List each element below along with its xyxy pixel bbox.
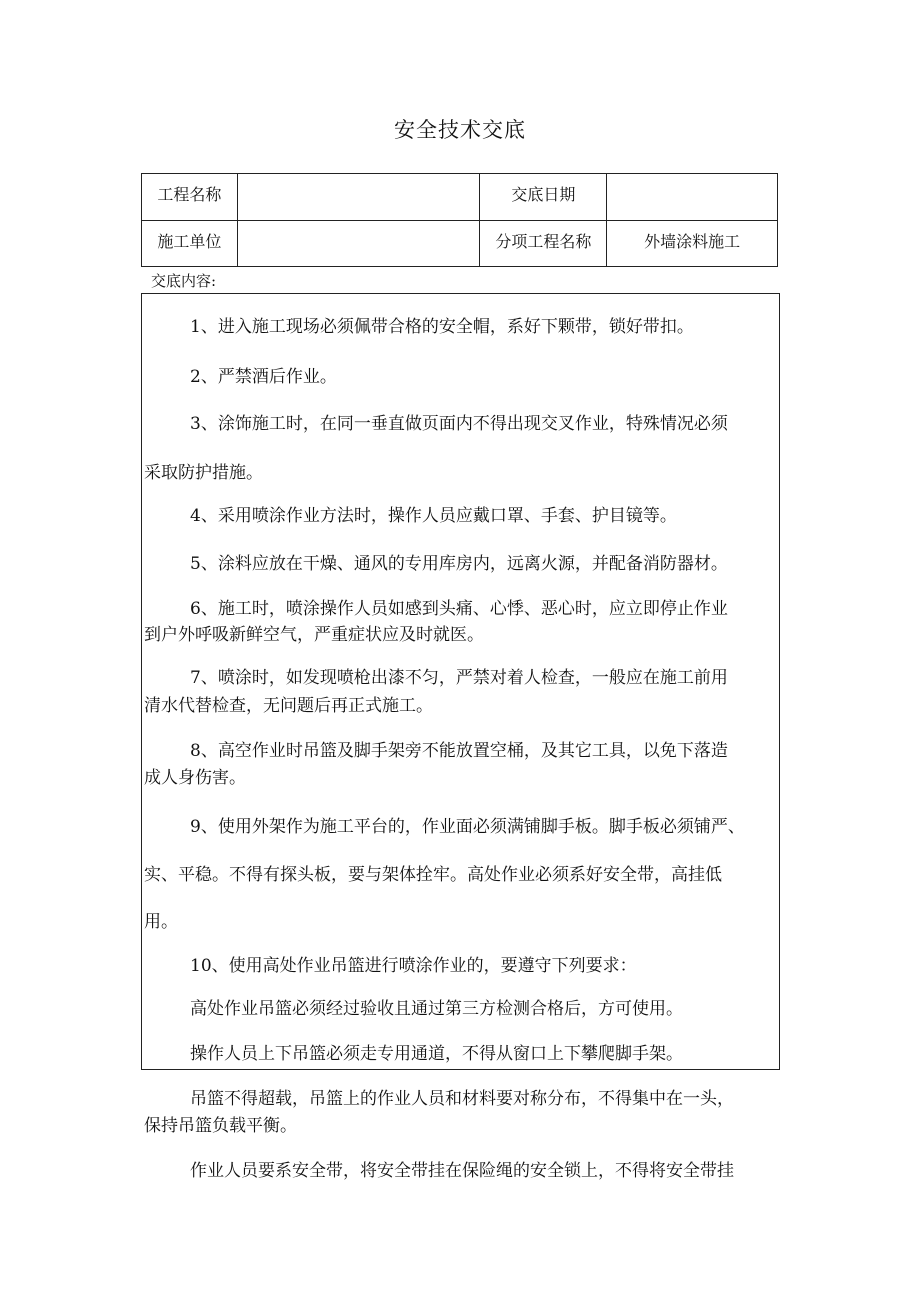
info-row-1 — [142, 174, 778, 221]
content-line: 到户外呼吸新鲜空气，严重症状应及时就医。 — [144, 625, 484, 645]
subitem-label: 分项工程名称 — [480, 221, 607, 267]
content-line: 实、平稳。不得有探头板，要与架体拴牢。高处作业必须系好安全带，高挂低 — [144, 865, 722, 885]
info-row-2 — [142, 221, 778, 267]
info-table — [141, 173, 778, 267]
page-title: 安全技术交底 — [394, 118, 526, 142]
after-line: 作业人员要系安全带，将安全带挂在保险绳的安全锁上，不得将安全带挂 — [190, 1161, 734, 1181]
content-line: 7、喷涂时，如发现喷枪出漆不匀，严禁对着人检查，一般应在施工前用 — [190, 668, 728, 688]
content-line: 采取防护措施。 — [144, 463, 263, 483]
content-label: 交底内容: — [151, 272, 217, 290]
content-line: 用。 — [144, 912, 178, 932]
content-line: 高处作业吊篮必须经过验收且通过第三方检测合格后，方可使用。 — [190, 999, 683, 1019]
content-line: 2、严禁酒后作业。 — [190, 367, 337, 387]
content-line: 成人身伤害。 — [144, 768, 246, 788]
content-line: 10、使用高处作业吊篮进行喷涂作业的，要遵守下列要求： — [190, 956, 637, 976]
subitem-value: 外墙涂料施工 — [607, 221, 778, 267]
after-line: 保持吊篮负载平衡。 — [144, 1116, 297, 1136]
date-label: 交底日期 — [480, 174, 607, 221]
content-line: 5、涂料应放在干燥、通风的专用库房内，远离火源，并配备消防器材。 — [190, 554, 728, 574]
content-line: 9、使用外架作为施工平台的，作业面必须满铺脚手板。脚手板必须铺严、 — [190, 817, 745, 837]
project-name-label: 工程名称 — [142, 174, 238, 221]
content-line: 1、进入施工现场必须佩带合格的安全帽，系好下颗带，锁好带扣。 — [190, 317, 694, 337]
unit-label: 施工单位 — [142, 221, 238, 267]
content-line: 6、施工时，喷涂操作人员如感到头痛、心悸、恶心时，应立即停止作业 — [190, 599, 728, 619]
project-name-value — [237, 174, 480, 221]
content-line: 操作人员上下吊篮必须走专用通道，不得从窗口上下攀爬脚手架。 — [190, 1044, 683, 1064]
content-line: 4、采用喷涂作业方法时，操作人员应戴口罩、手套、护目镜等。 — [190, 506, 677, 526]
content-line: 3、涂饰施工时，在同一垂直做页面内不得出现交叉作业，特殊情况必须 — [190, 414, 728, 434]
unit-value — [237, 221, 480, 267]
content-line: 清水代替检查，无问题后再正式施工。 — [144, 696, 433, 716]
content-line: 8、高空作业时吊篮及脚手架旁不能放置空桶，及其它工具，以免下落造 — [190, 741, 728, 761]
date-value — [607, 174, 778, 221]
after-line: 吊篮不得超载，吊篮上的作业人员和材料要对称分布，不得集中在一头， — [190, 1089, 734, 1109]
